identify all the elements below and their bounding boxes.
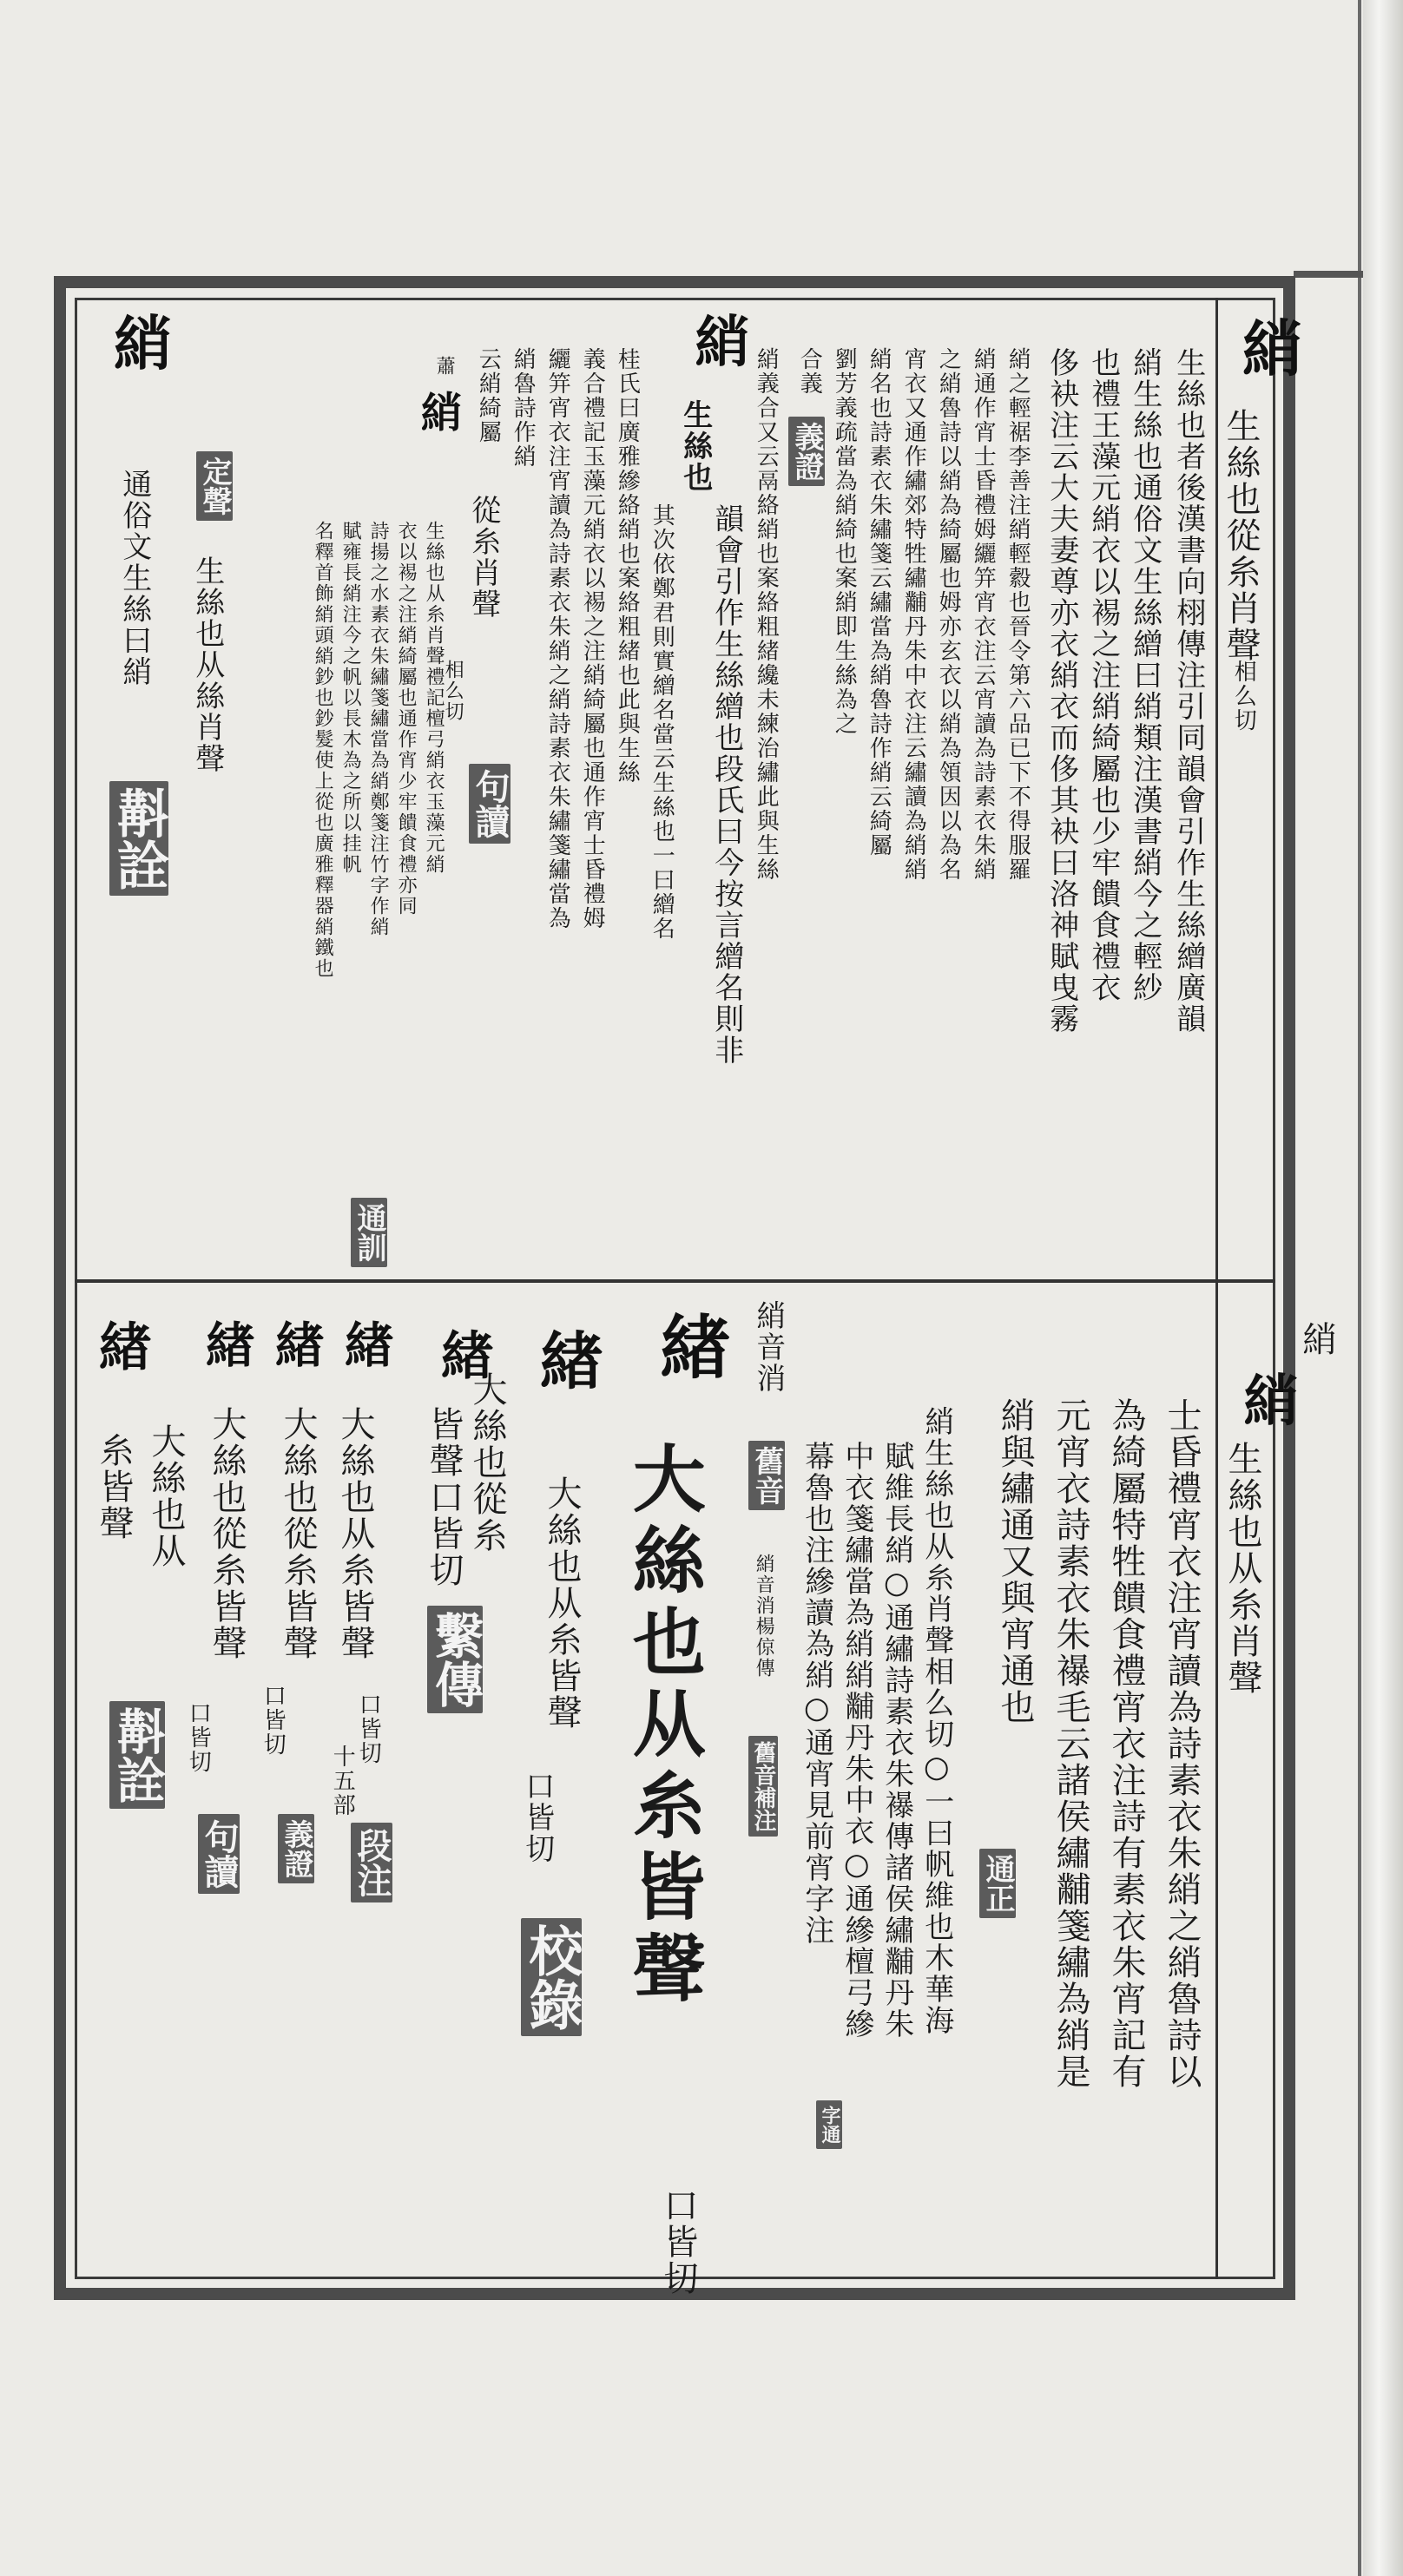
yizheng-column: 綃義合又云鬲絡綃也案絡粗緒纔未練治繡此與生絲 bbox=[753, 347, 780, 882]
note-column: 宵衣又通作繡郊特牲繡黼丹朱中衣注云繡讀為綃綃 bbox=[900, 347, 927, 882]
tongxun-badge: 通訓 bbox=[351, 1198, 387, 1267]
note-column: 劉芳義疏當為綃綺也案綃即生絲為之 bbox=[831, 347, 858, 736]
note-column: 桂氏曰廣雅縿絡綃也案絡粗緒也此與生絲 bbox=[614, 347, 641, 785]
note-column: 詩揚之水素衣朱繡箋繡當為綃鄭箋注竹字作綃 bbox=[367, 521, 390, 937]
note-column: 為綺屬特牲饋食禮宵衣注詩有素衣朱宵記有 bbox=[1106, 1397, 1146, 2090]
note-column: 元宵衣詩素衣朱襮毛云諸侯繡黼箋繡為綃是 bbox=[1051, 1397, 1090, 2090]
jiaolu-badge: 校錄 bbox=[521, 1918, 582, 2036]
entry-head: 生絲也从絲肖聲 bbox=[189, 555, 225, 774]
entry-text: 大絲也从 bbox=[146, 1423, 186, 1569]
tongzheng-badge: 通正 bbox=[979, 1849, 1016, 1918]
seal-character: 緖 bbox=[649, 1311, 729, 1380]
seal-character: 緖 bbox=[530, 1328, 603, 1390]
note-column: 也禮王藻元綃衣以裼之注綃綺屬也少牢饋食禮衣 bbox=[1085, 347, 1121, 1003]
note-column: 綃名也詩素衣朱繡箋云繡當為綃魯詩作綃云綺屬 bbox=[866, 347, 893, 858]
note-column: 賦雍長綃注今之帆以長木為之所以挂帆 bbox=[339, 521, 362, 875]
dingsheng-badge: 定聲 bbox=[196, 451, 233, 521]
entry-text: 大絲也从糸皆聲 bbox=[542, 1475, 582, 1731]
note-column: 生絲也者後漢書向栩傳注引同韻會引作生絲繒廣韻 bbox=[1170, 347, 1206, 1035]
note-column: 綃生絲也从糸肖聲相么切○一曰帆維也木華海 bbox=[919, 1406, 954, 2036]
note-column: 其次依鄭君則實繒名當云生絲也一曰繒名 bbox=[649, 503, 675, 941]
entry-head-2: 從糸肖聲 bbox=[465, 495, 501, 620]
jianquan-badge: 斠詮 bbox=[109, 1701, 165, 1809]
entry-text-2: 皆聲口皆切 bbox=[424, 1406, 464, 1588]
yizheng-badge: 義證 bbox=[788, 417, 825, 486]
jianquan-badge: 斠詮 bbox=[109, 781, 168, 896]
seal-character: 緖 bbox=[267, 1319, 324, 1368]
xichuan-badge: 繫傳 bbox=[427, 1606, 483, 1713]
entry-text-2: 糸皆聲 bbox=[94, 1432, 134, 1541]
entry-head: 生絲也从糸肖聲 bbox=[1222, 1441, 1262, 1696]
entry-fanqie: 口皆切 bbox=[355, 1692, 382, 1765]
seal-character: 綃 bbox=[1232, 317, 1303, 378]
book-spine bbox=[1363, 0, 1403, 2576]
main-entry-fanqie: 口皆切 bbox=[658, 2187, 698, 2297]
margin-character: 綃 bbox=[1302, 1320, 1337, 1360]
note-column: 綃魯詩作綃 bbox=[510, 347, 537, 469]
judu-badge: 句讀 bbox=[198, 1814, 240, 1894]
seal-character: 綃 bbox=[413, 391, 462, 432]
note-column: 綃通作宵士昏禮姆纚笄宵衣注云宵讀為詩素衣朱綃 bbox=[970, 347, 997, 882]
spine-edge-line bbox=[1358, 0, 1361, 2576]
seal-character: 緖 bbox=[90, 1319, 151, 1371]
note-column: 云綃綺屬 bbox=[475, 347, 502, 444]
middle-divider bbox=[75, 1279, 1275, 1283]
seal-character: 緖 bbox=[198, 1319, 254, 1368]
yin-head: 綃音消 bbox=[750, 1300, 786, 1394]
entry-sub: 通俗文生絲曰綃 bbox=[116, 469, 152, 687]
duanzhu-badge: 段注 bbox=[351, 1823, 392, 1902]
yin-note: 綃音消楊倞傳 bbox=[753, 1554, 775, 1679]
entry-fanqie: 相么切 bbox=[1230, 660, 1257, 733]
entry-text: 大絲也从糸皆聲 bbox=[335, 1406, 375, 1661]
note-column: 侈袂注云大夫妻尊亦衣綃衣而侈其袂曰洛神賦曳霧 bbox=[1044, 347, 1079, 1035]
note-column: 名釋首飾綃頭綃鈔也鈔髮使上從也廣雅釋器綃鐵也 bbox=[312, 521, 334, 979]
seal-character: 緖 bbox=[337, 1319, 393, 1368]
note-column: 綃與繡通又與宵通也 bbox=[995, 1397, 1035, 1725]
entry-fanqie: 口皆切 bbox=[519, 1771, 555, 1864]
seal-character: 綃 bbox=[1234, 1371, 1298, 1427]
note-column: 士昏禮宵衣注宵讀為詩素衣朱綃之綃魯詩以 bbox=[1162, 1397, 1202, 2090]
note-column: 綃生絲也通俗文生絲繒曰綃類注漢書綃今之輕紗 bbox=[1127, 347, 1163, 1003]
seal-character: 綃 bbox=[685, 312, 749, 368]
seal-label: 蕭 bbox=[433, 356, 456, 377]
note-column: 纚笄宵衣注宵讀為詩素衣朱綃之綃詩素衣朱繡箋繡當為 bbox=[544, 347, 571, 930]
main-entry-text: 大絲也从糸皆聲 bbox=[621, 1441, 708, 2012]
note-column: 之綃魯詩以綃為綺屬也姆亦玄衣以綃為領因以為名 bbox=[935, 347, 962, 882]
entry-fanqie: 相么切 bbox=[442, 660, 464, 722]
note-column: 生絲也从糸肖聲禮記檀弓綃衣玉藻元綃 bbox=[423, 521, 445, 875]
seal-character: 綃 bbox=[103, 312, 172, 371]
judu-badge: 句讀 bbox=[469, 764, 510, 844]
entry-fanqie: 口皆切 bbox=[185, 1701, 212, 1774]
yizheng-badge: 義證 bbox=[278, 1814, 314, 1883]
note-column: 衣以裼之注綃綺屬也通作宵少牢饋食禮亦同 bbox=[395, 521, 418, 917]
entry-text: 大絲也從糸 bbox=[467, 1371, 507, 1554]
entry-extra: 十五部 bbox=[329, 1745, 356, 1817]
entry-text: 大絲也從糸皆聲 bbox=[207, 1406, 247, 1661]
note-column: 幕魯也注縿讀為綃○通宵見前宵字注 bbox=[799, 1441, 834, 1946]
top-rule bbox=[1294, 271, 1363, 278]
note-column: 義合禮記玉藻元綃衣以裼之注綃綺屬也通作宵士昏禮姆 bbox=[579, 347, 606, 930]
right-column-divider bbox=[1215, 298, 1218, 2279]
entry-head: 生絲也從糸肖聲 bbox=[1221, 408, 1261, 663]
seal-character: 緖 bbox=[432, 1328, 493, 1380]
entry-head: 生絲也 bbox=[677, 399, 713, 493]
entry-fanqie: 口皆切 bbox=[260, 1684, 287, 1757]
note-column: 韻會引作生絲繒也段氏曰今按言繒名則非 bbox=[708, 503, 744, 1066]
yizheng-tail: 合義 bbox=[796, 347, 823, 396]
zitong-badge: 字通 bbox=[816, 2100, 842, 2149]
jiuyin-badge: 舊音 bbox=[748, 1441, 785, 1510]
note-column: 賦維長綃○通繡詩素衣朱襮傳諸侯繡黼丹朱 bbox=[879, 1441, 914, 2040]
note-column: 中衣箋繡當為綃綃黼丹朱中衣○通縿檀弓縿 bbox=[839, 1441, 874, 2040]
jiuyin-buzhu-badge: 舊音補注 bbox=[748, 1736, 778, 1837]
entry-text: 大絲也從糸皆聲 bbox=[278, 1406, 318, 1661]
note-column: 綃之輕裾李善注綃輕縠也晉令第六品已下不得服羅 bbox=[1004, 347, 1031, 882]
